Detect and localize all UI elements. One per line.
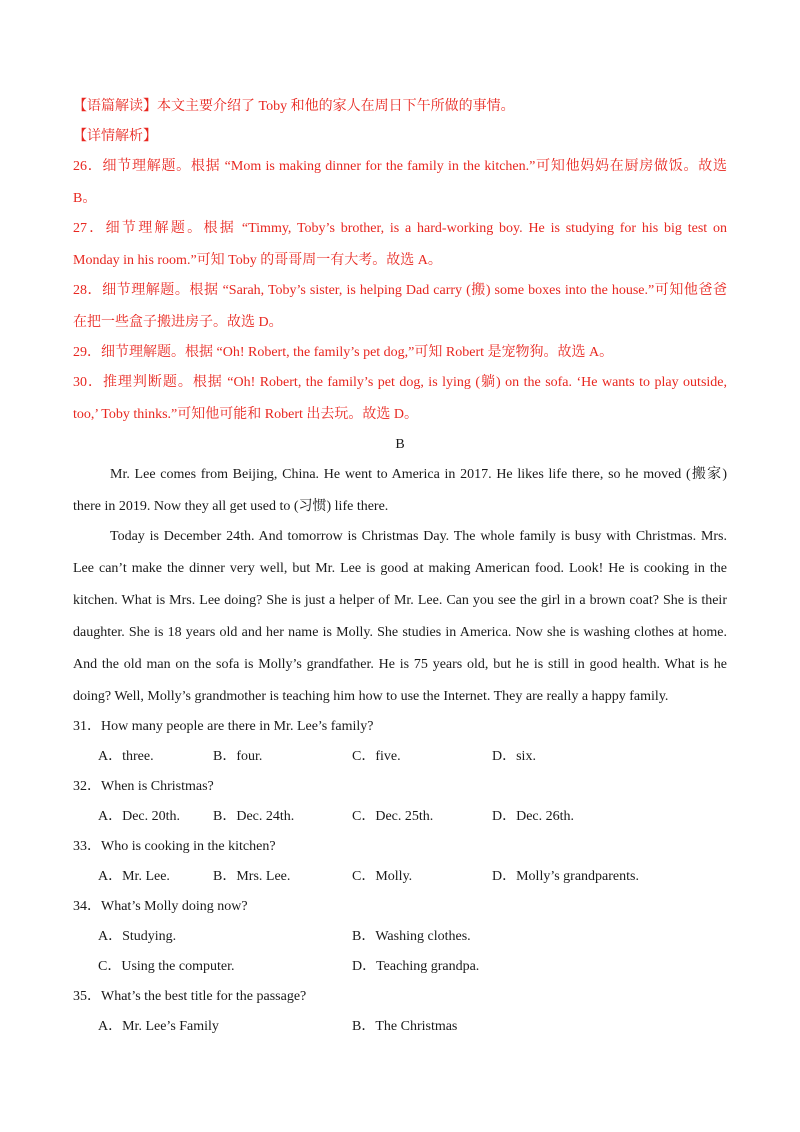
option-32-c: C．Dec. 25th.	[352, 809, 434, 824]
option-34-b: B．Washing clothes.	[352, 929, 471, 944]
option-35-b: B．The Christmas	[352, 1019, 458, 1034]
question-stem-32: 32．When is Christmas?	[73, 779, 214, 794]
passage-line: kitchen. What is Mrs. Lee doing? She is just a helper of Mr. Lee. Can you see the girl in a brown coat? She is their	[73, 593, 727, 608]
analysis-line-29: 29．细节理解题。根据 “Oh! Robert, the family’s pet dog,”可知 Robert 是宠物狗。故选 A。	[73, 345, 614, 360]
analysis-line-30b: too,’ Toby thinks.”可知他可能和 Robert 出去玩。故选 D。	[73, 407, 418, 422]
passage-line: Mr. Lee comes from Beijing, China. He went to America in 2017. He likes life there, so he moved (搬家)	[110, 467, 727, 482]
option-35-a: A．Mr. Lee’s Family	[98, 1019, 219, 1034]
option-32-b: B．Dec. 24th.	[213, 809, 295, 824]
option-34-d: D．Teaching grandpa.	[352, 959, 480, 974]
details-heading: 【详情解析】	[73, 129, 157, 144]
option-31-b: B．four.	[213, 749, 263, 764]
section-label: B	[395, 437, 405, 452]
option-31-c: C．five.	[352, 749, 401, 764]
option-31-a: A．three.	[98, 749, 154, 764]
option-33-b: B．Mrs. Lee.	[213, 869, 291, 884]
passage-line: daughter. She is 18 years old and her name is Molly. She studies in America. Now she is washing clothes at home.	[73, 625, 727, 640]
analysis-line-27b: Monday in his room.”可知 Toby 的哥哥周一有大考。故选 A。	[73, 253, 442, 268]
passage-summary: 【语篇解读】本文主要介绍了 Toby 和他的家人在周日下午所做的事情。	[73, 99, 515, 114]
passage-line: there in 2019. Now they all get used to (习惯) life there.	[73, 499, 389, 514]
analysis-line-26a: 26．细节理解题。根据 “Mom is making dinner for the family in the kitchen.”可知他妈妈在厨房做饭。故选	[73, 159, 727, 174]
passage-line: Lee can’t make the dinner very well, but Mr. Lee is good at making American food. Look! He is cooking in the	[73, 561, 727, 576]
option-33-c: C．Molly.	[352, 869, 413, 884]
option-33-a: A．Mr. Lee.	[98, 869, 170, 884]
analysis-line-28a: 28．细节理解题。根据 “Sarah, Toby’s sister, is helping Dad carry (搬) some boxes into the house.”可知他爸爸	[73, 283, 727, 298]
option-31-d: D．six.	[492, 749, 536, 764]
question-stem-33: 33．Who is cooking in the kitchen?	[73, 839, 276, 854]
option-32-a: A．Dec. 20th.	[98, 809, 181, 824]
question-stem-34: 34．What’s Molly doing now?	[73, 899, 248, 914]
option-34-c: C．Using the computer.	[98, 959, 235, 974]
analysis-line-27a: 27．细节理解题。根据 “Timmy, Toby’s brother, is a hard-working boy. He is studying for his big test on	[73, 221, 727, 236]
question-stem-35: 35．What’s the best title for the passage?	[73, 989, 307, 1004]
question-stem-31: 31．How many people are there in Mr. Lee’s family?	[73, 719, 374, 734]
analysis-line-30a: 30．推理判断题。根据 “Oh! Robert, the family’s pet dog, is lying (躺) on the sofa. ‘He wants to play outside,	[73, 375, 727, 390]
option-32-d: D．Dec. 26th.	[492, 809, 575, 824]
analysis-line-28b: 在把一些盒子搬进房子。故选 D。	[73, 315, 283, 330]
passage-line: And the old man on the sofa is Molly’s grandfather. He is 75 years old, but he is still in good health. What is he	[73, 657, 727, 672]
passage-line: Today is December 24th. And tomorrow is Christmas Day. The whole family is busy with Christmas. Mrs.	[110, 529, 727, 544]
option-34-a: A．Studying.	[98, 929, 177, 944]
analysis-line-26b: B。	[73, 191, 97, 206]
passage-line: doing? Well, Molly’s grandmother is teaching him how to use the Internet. They are really a happy family.	[73, 689, 669, 704]
option-33-d: D．Molly’s grandparents.	[492, 869, 639, 884]
